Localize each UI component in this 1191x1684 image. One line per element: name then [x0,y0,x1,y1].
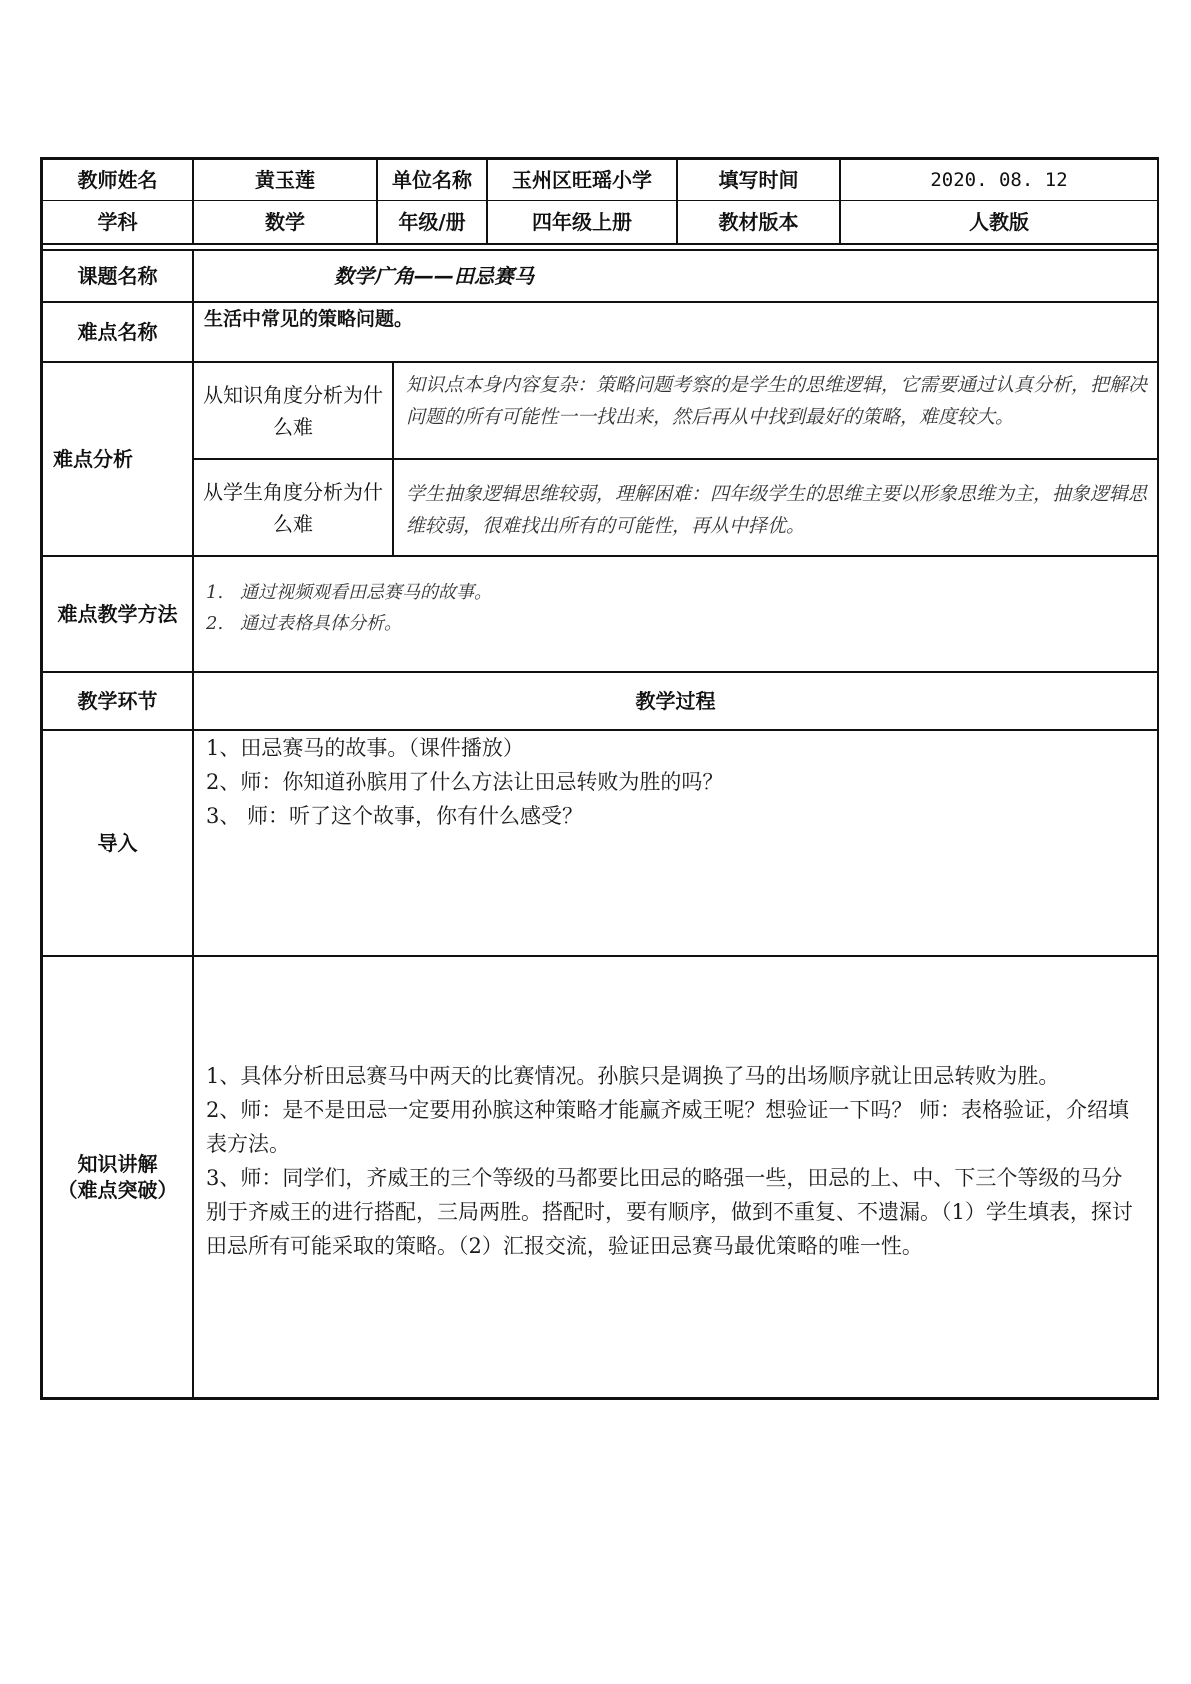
header-row-1 [43,160,1157,201]
lecture-paragraph: 3、师：同学们，齐威王的三个等级的马都要比田忌的略强一些，田忌的上、中、下三个等级的马分别于齐威王的进行搭配，三局两胜。搭配时，要有顺序，做到不重复、不遗漏。（1）学生填表，探讨田忌所有可能采取的策略。（2）汇报交流，验证田忌赛马最优策略的唯一性。 [206,1166,1133,1258]
lecture-row [43,957,1157,1397]
intro-content [194,731,1157,955]
analysis-row [43,363,1157,557]
unit-label: 单位名称 [378,160,488,200]
date-label: 填写时间 [678,160,841,200]
lecture-paragraph: 1、具体分析田忌赛马中两天的比赛情况。孙膑只是调换了马的出场顺序就让田忌转败为胜。 [206,1064,1060,1088]
student-analysis [194,460,1157,555]
knowledge-analysis [194,363,1157,460]
process-label: 教学过程 [635,689,716,713]
knowledge-question: 从知识角度分析为什么难 [194,363,394,458]
subject-value: 数学 [194,201,378,243]
lecture-label [43,957,194,1397]
lecture-label-line1: 知识讲解 [77,1152,158,1176]
grade-label: 年级/册 [378,201,488,243]
unit-name: 玉州区旺瑶小学 [488,160,678,200]
intro-label: 导入 [43,731,194,955]
list-item: 1. 通过视频观看田忌赛马的故事。 [206,582,492,603]
stage-label: 教学环节 [43,673,194,729]
knowledge-answer: 知识点本身内容复杂：策略问题考察的是学生的思维逻辑，它需要通过认真分析，把解决问题的所有可能性一一找出来，然后再从中找到最好的策略，难度较大。 [406,374,1148,428]
topic-row [43,251,1157,303]
methods-label: 难点教学方法 [43,557,194,671]
lecture-content [194,957,1157,1397]
intro-line: 1、田忌赛马的故事。（课件播放） [206,736,524,760]
topic-value: 数学广角——田忌赛马 [334,264,534,288]
teacher-label: 教师姓名 [43,160,194,200]
intro-line: 2、师：你知道孙膑用了什么方法让田忌转败为胜的吗？ [206,770,724,794]
lecture-paragraph: 2、师：是不是田忌一定要用孙膑这种策略才能赢齐威王呢？想验证一下吗？ 师：表格验证，介绍填表方法。 [206,1098,1130,1156]
subject-label: 学科 [43,201,194,243]
difficulty-label: 难点名称 [43,303,194,361]
difficulty-value: 生活中常见的策略问题。 [204,308,414,330]
intro-row [43,731,1157,957]
intro-line: 3、 师：听了这个故事，你有什么感受？ [206,804,584,828]
process-header-row [43,673,1157,731]
topic-label: 课题名称 [43,251,194,301]
date-value: 2020. 08. 12 [930,168,1068,191]
list-item: 2. 通过表格具体分析。 [206,613,402,634]
edition-label: 教材版本 [678,201,841,243]
teacher-name: 黄玉莲 [194,160,378,200]
difficulty-row [43,303,1157,363]
analysis-label: 难点分析 [43,363,194,555]
analysis-body [194,363,1157,555]
header-row-2 [43,201,1157,245]
edition-value: 人教版 [969,210,1029,234]
lesson-plan-table [40,157,1159,1400]
methods-list [194,557,1157,671]
lecture-label-line2: （难点突破） [57,1178,178,1202]
student-question: 从学生角度分析为什么难 [194,460,394,555]
grade-value: 四年级上册 [488,201,678,243]
methods-row [43,557,1157,673]
student-answer: 学生抽象逻辑思维较弱，理解困难：四年级学生的思维主要以形象思维为主，抽象逻辑思维较弱，很难找出所有的可能性，再从中择优。 [406,483,1148,537]
